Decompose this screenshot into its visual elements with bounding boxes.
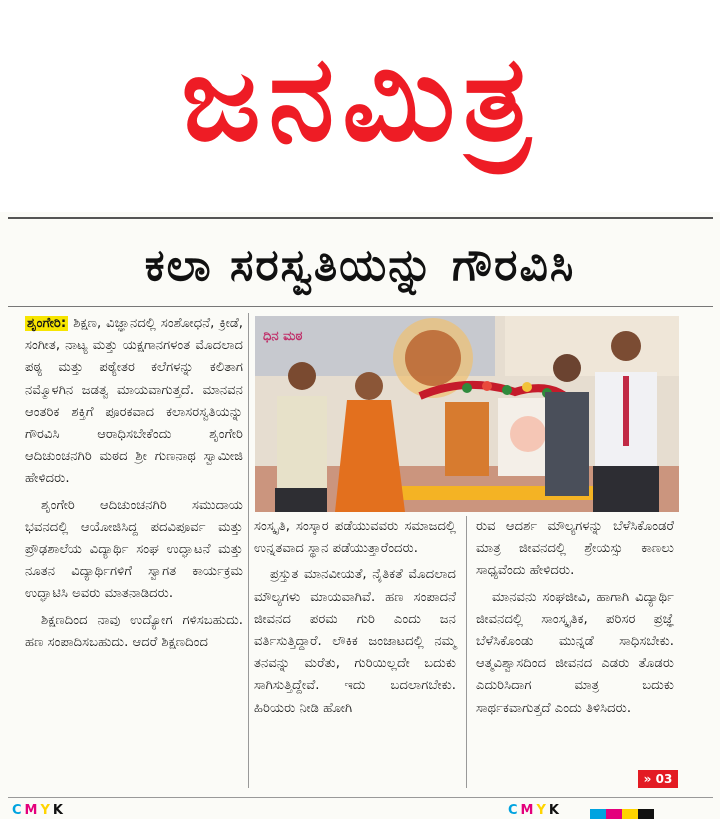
column-divider xyxy=(248,313,249,788)
masthead xyxy=(0,0,720,212)
newspaper-logo: ಜನಮಿತ್ರ xyxy=(181,29,539,167)
paragraph: ಪ್ರಸ್ತುತ ಮಾನವೀಯತೆ, ನೈತಿಕತೆ ಮೊದಲಾದ ಮೌಲ್ಯಗಳು ಮಾಯವಾಗಿವೆ. ಹಣ ಸಂಪಾದನೆ ಜೀವನದ ಪರಮ ಗುರಿ ಎಂದು ಜನ ವರ್ತಿಸುತ್ತಿದ್ದಾರೆ. ಲೌಕಿಕ ಜಂಜಾಟದಲ್ಲಿ ನಮ್ಮ ತನವನ್ನು ಮರೆತು, ಗುರಿಯಿಲ್ಲದೇ ಬದುಕು ಸಾಗಿಸುತ್ತಿದ್ದೇವೆ. ಇದು ಬದಲಾಗಬೇಕು. ಹಿರಿಯರು ನೀಡಿ ಹೋಗಿ xyxy=(254,567,456,716)
color-swatch xyxy=(622,809,638,819)
paragraph: ಸಂಸ್ಕೃತಿ, ಸಂಸ್ಕಾರ ಪಡೆಯುವವರು ಸಮಾಜದಲ್ಲಿ ಉನ್ನತವಾದ ಸ್ಥಾನ ಪಡೆಯುತ್ತಾರೆಂದರು. xyxy=(254,519,456,557)
top-rule xyxy=(8,217,713,219)
cmyk-c: C xyxy=(508,803,521,818)
article-column-2 xyxy=(254,516,456,724)
paragraph: ಶಿಕ್ಷಣ, ವಿಜ್ಞಾನದಲ್ಲಿ ಸಂಶೋಧನೆ, ಕ್ರೀಡೆ, ಸಂಗೀತ, ನಾಟ್ಯ ಮತ್ತು ಯಕ್ಷಗಾನಗಳಂತ ಮೊದಲಾದ ಪಠ್ಯ ಮತ್ತು ಪಠ್ಯೇತರ ಕಲೆಗಳನ್ನು ಕಲಿತಾಗ ನಮ್ಮೊಳಗಿನ ಜಡತ್ವ ಮಾಯವಾಗುತ್ತದೆ. ಮಾನವನ ಆಂತರಿಕ ಶಕ್ತಿಗೆ ಪೂರಕವಾದ ಕಲಾಸರಸ್ವತಿಯನ್ನು ಗೌರವಿಸಿ ಆರಾಧಿಸಬೇಕೆಂದು ಶೃಂಗೇರಿ ಆದಿಚುಂಚನಗಿರಿ ಮಠದ ಶ್ರೀ ಗುಣನಾಥ ಸ್ವಾಮೀಜಿ ಹೇಳಿದರು. xyxy=(25,316,243,487)
article-column-1 xyxy=(25,313,243,658)
cmyk-y: Y xyxy=(536,803,549,818)
cmyk-y: Y xyxy=(40,803,53,818)
cmyk-c: C xyxy=(12,803,25,818)
cmyk-k: K xyxy=(548,803,562,818)
event-photo xyxy=(255,316,679,512)
print-registration-marks-right xyxy=(508,803,562,818)
color-swatch xyxy=(606,809,622,819)
bottom-rule xyxy=(8,797,713,798)
continued-badge: » 03 xyxy=(638,770,678,788)
photo-illustration xyxy=(255,316,679,512)
cmyk-m: M xyxy=(24,803,41,818)
column-divider xyxy=(466,516,467,788)
article-column-3 xyxy=(476,516,674,724)
color-swatch xyxy=(638,809,654,819)
banner-text: ಧಿನ ಮಠ xyxy=(263,329,303,344)
paragraph: ಶಿಕ್ಷಣದಿಂದ ನಾವು ಉದ್ಯೋಗ ಗಳಿಸಬಹುದು. ಹಣ ಸಂಪಾದಿಸಬಹುದು. ಆದರೆ ಶಿಕ್ಷಣದಿಂದ xyxy=(25,612,243,650)
paragraph: ಮಾನವನು ಸಂಘಜೀವಿ, ಹಾಗಾಗಿ ವಿದ್ಯಾರ್ಥಿ ಜೀವನದಲ್ಲಿ ಸಾಂಸ್ಕೃತಿಕ, ಪರಿಸರ ಪ್ರಜ್ಞೆ ಬೆಳೆಸಿಕೊಂಡು ಮುನ್ನಡೆ ಸಾಧಿಸಬೇಕು. ಆತ್ಮವಿಶ್ವಾಸದಿಂದ ಜೀವನದ ಎಡರು ತೊಡರು ಎದುರಿಸಿದಾಗ ಮಾತ್ರ ಬದುಕು ಸಾರ್ಥಕವಾಗುತ್ತದೆ ಎಂದು ತಿಳಿಸಿದರು. xyxy=(476,589,674,716)
article-headline: ಕಲಾ ಸರಸ್ವತಿಯನ್ನು ಗೌರವಿಸಿ xyxy=(144,240,576,291)
cmyk-m: M xyxy=(520,803,537,818)
print-registration-marks-left xyxy=(12,803,66,818)
paragraph: ರುವ ಆದರ್ಶ ಮೌಲ್ಯಗಳನ್ನು ಬೆಳೆಸಿಕೊಂಡರೆ ಮಾತ್ರ ಜೀವನದಲ್ಲಿ ಶ್ರೇಯಸ್ಸು ಕಾಣಲು ಸಾಧ್ಯವೆಂದು ಹೇಳಿದರು. xyxy=(476,519,674,579)
color-swatch xyxy=(590,809,606,819)
headline-rule xyxy=(8,306,713,307)
paragraph: ಶೃಂಗೇರಿ ಆದಿಚುಂಚನಗಿರಿ ಸಮುದಾಯ ಭವನದಲ್ಲಿ ಆಯೋಜಿಸಿದ್ದ ಪದವಿಪೂರ್ವ ಮತ್ತು ಪ್ರೌಢಶಾಲೆಯ ವಿದ್ಯಾರ್ಥಿ ಸಂಘ ಉದ್ಘಾಟನೆ ಮತ್ತು ನೂತನ ವಿದ್ಯಾರ್ಥಿಗಳಿಗೆ ಸ್ವಾಗತ ಕಾರ್ಯಕ್ರಮ ಉದ್ಘಾಟಿಸಿ ಅವರು ಮಾತನಾಡಿದರು. xyxy=(25,497,243,602)
dateline: ಶೃಂಗೇರಿ: xyxy=(27,316,67,331)
cmyk-k: K xyxy=(52,803,66,818)
